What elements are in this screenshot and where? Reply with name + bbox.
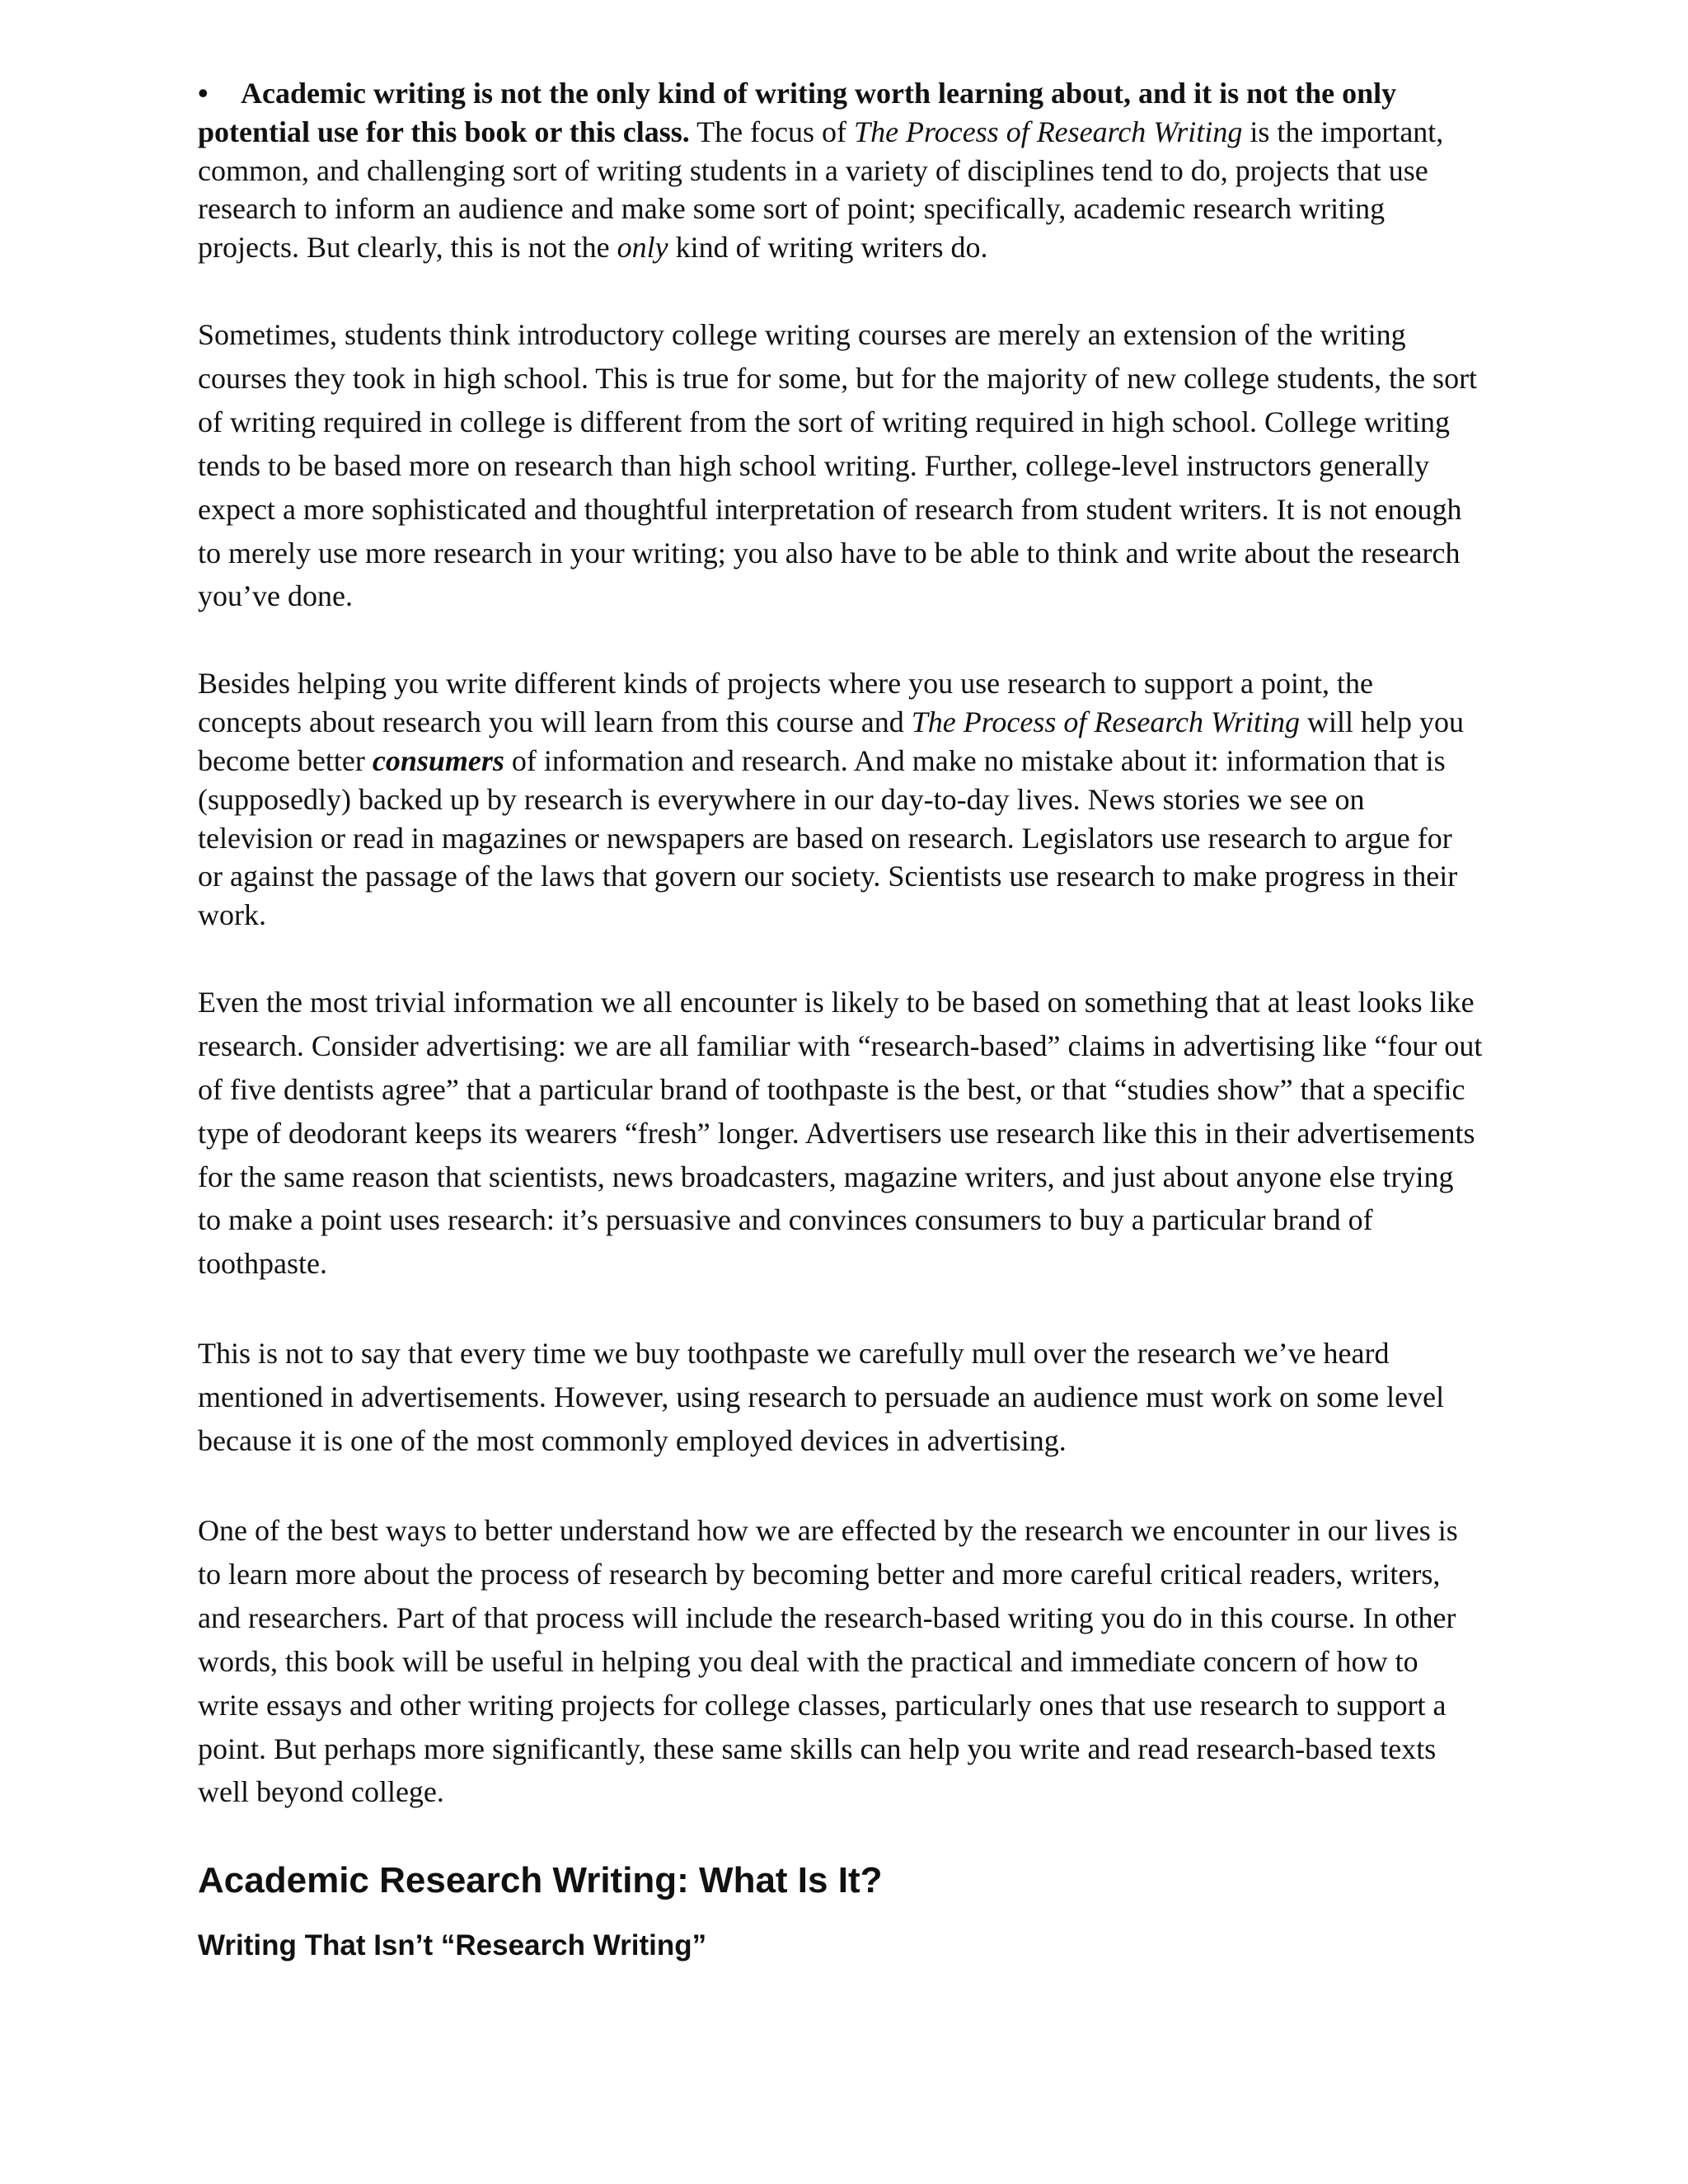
section-heading: Academic Research Writing: What Is It? bbox=[198, 1860, 883, 1901]
paragraph-critical-readers: One of the best ways to better understand how we are effected by the research we encounter in our lives is to learn more about the process of research by becoming better and more careful critical readers, writers, and researchers. Part of that process will include the research-based writing you do in this course. In other words, this book will be useful in helping you deal with the practical and immediate concern of how to write essays and other writing projects for college classes, particularly ones that use research to support a point. But perhaps more significantly, these same skills can help you write and read research-based texts well beyond college. bbox=[198, 1513, 1458, 1809]
book-title-italic: The Process of Research Writing bbox=[854, 115, 1243, 148]
consumers-emphasis: consumers bbox=[372, 743, 504, 777]
paragraph-consumers bbox=[198, 664, 1484, 935]
bullet-bold-lead: Academic writing is not the only kind of writing worth learning about, and it is not the only potential use for this book or this class. bbox=[198, 77, 1397, 148]
paragraph-college-writing: Sometimes, students think introductory college writing courses are merely an extension of the writing courses they took in high school. This is true for some, but for the majority of new college students, the sort of writing required in college is different from the sort of writing required in high school. College writing tends to be based more on research than high school writing. Further, college-level instructors generally expect a more sophisticated and thoughtful interpretation of research from student writers. It is not enough to merely use more research in your writing; you also have to be able to think and write about the research you’ve done. bbox=[198, 317, 1478, 613]
paragraph-toothpaste: This is not to say that every time we buy toothpaste we carefully mull over the research we’ve heard mentioned in advertisements. However, using research to persuade an audience must work on some level because it is one of the most commonly employed devices in advertising. bbox=[198, 1337, 1445, 1458]
bullet-text-1: The focus of bbox=[689, 115, 855, 148]
only-italic: only bbox=[617, 231, 668, 265]
p2-text-1: Besides helping you write different kinds of projects where you use research to support a point, the concepts about research you will learn from this course and bbox=[198, 667, 1373, 739]
bullet-text-2: is the important, common, and challenging sort of writing students in a variety of disciplines tend to do, projects that use research to inform an audience and make some sort of point; specifically, academic research writing projects. But clearly, this is not the bbox=[198, 115, 1444, 265]
bullet-symbol: • bbox=[198, 77, 209, 110]
p2-book-title-italic: The Process of Research Writing bbox=[911, 705, 1300, 739]
bullet-paragraph bbox=[198, 74, 1484, 267]
bullet-text-3: kind of writing writers do. bbox=[668, 231, 988, 265]
p2-text-3: of information and research. And make no mistake about it: information that is (supposedly) backed up by research is everywhere in our day-to-day lives. News stories we see on television or read in magazines or newspapers are based on research. Legislators use research to argue for or against the passage of the laws that govern our society. Scientists use research to make progress in their work. bbox=[198, 743, 1458, 932]
paragraph-advertising: Even the most trivial information we all encounter is likely to be based on something that at least looks like research. Consider advertising: we are all familiar with “research-based” claims in advertising like “four out of five dentists agree” that a particular brand of toothpaste is the best, or that “studies show” that a specific type of deodorant keeps its wearers “fresh” longer. Advertisers use research like this in their advertisements for the same reason that scientists, news broadcasters, magazine writers, and just about anyone else trying to make a point uses research: it’s persuasive and convinces consumers to buy a particular brand of toothpaste. bbox=[198, 985, 1483, 1281]
page-content bbox=[198, 74, 1484, 1962]
subsection-heading: Writing That Isn’t “Research Writing” bbox=[198, 1929, 707, 1962]
p2-text-2: will help you become better bbox=[198, 705, 1464, 777]
